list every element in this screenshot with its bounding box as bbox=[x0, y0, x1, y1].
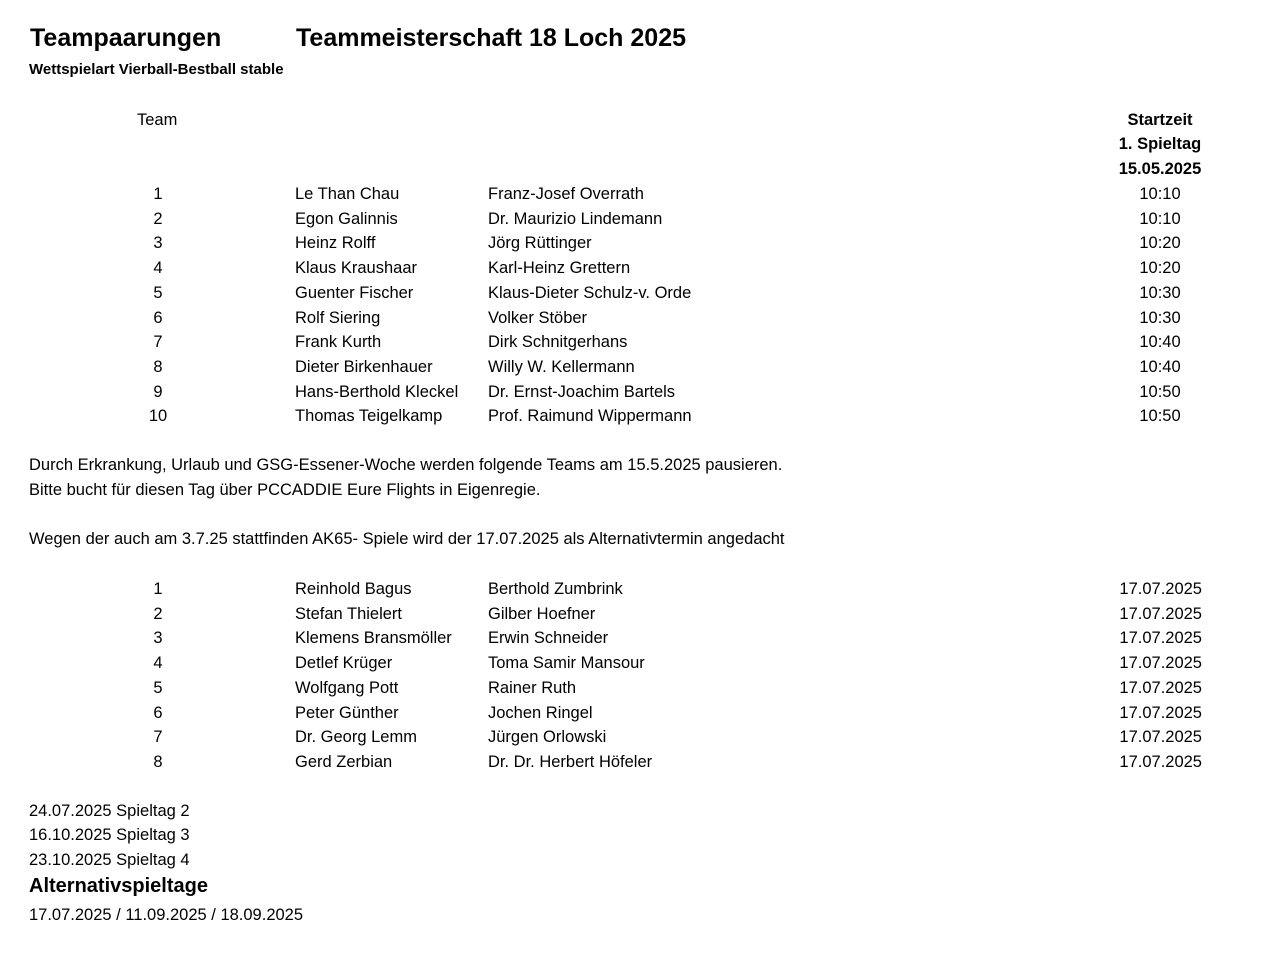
page-title: Teampaarungen bbox=[30, 24, 222, 52]
player-1-name: Egon Galinnis bbox=[295, 209, 398, 228]
startzeit-column-header: Startzeit bbox=[1127, 111, 1193, 129]
player-2-name: Prof. Raimund Wippermann bbox=[488, 407, 692, 426]
team-number: 5 bbox=[153, 678, 163, 697]
team-number: 4 bbox=[153, 259, 163, 278]
start-time: 10:10 bbox=[1139, 209, 1181, 228]
player-2-name: Rainer Ruth bbox=[488, 678, 577, 697]
table-row bbox=[0, 382, 1263, 406]
player-1-name: Le Than Chau bbox=[295, 185, 400, 203]
team-number: 8 bbox=[153, 357, 163, 376]
player-2-name: Toma Samir Mansour bbox=[488, 654, 645, 673]
table-row bbox=[0, 678, 1263, 702]
team-number: 6 bbox=[153, 703, 163, 722]
table-row bbox=[0, 184, 1263, 208]
player-2-name: Dr. Maurizio Lindemann bbox=[488, 209, 663, 228]
start-time: 10:40 bbox=[1139, 333, 1181, 352]
table-row bbox=[0, 258, 1263, 282]
player-2-name: Klaus-Dieter Schulz-v. Orde bbox=[488, 283, 692, 302]
team-number: 2 bbox=[153, 209, 163, 228]
player-1-name: Dr. Georg Lemm bbox=[295, 728, 417, 747]
player-1-name: Rolf Siering bbox=[295, 308, 381, 327]
player-2-name: Dr. Ernst-Joachim Bartels bbox=[488, 382, 676, 401]
table-row bbox=[0, 406, 1263, 430]
start-time: 10:20 bbox=[1139, 234, 1181, 253]
team-number: 10 bbox=[148, 407, 168, 426]
player-1-name: Heinz Rolff bbox=[295, 234, 376, 253]
team-number: 9 bbox=[153, 382, 163, 401]
table-row bbox=[0, 357, 1263, 381]
table-row bbox=[0, 308, 1263, 332]
play-date: 17.07.2025 bbox=[1119, 580, 1202, 598]
player-2-name: Gilber Hoefner bbox=[488, 604, 596, 623]
player-2-name: Dirk Schnitgerhans bbox=[488, 333, 628, 352]
start-time: 10:50 bbox=[1139, 407, 1181, 426]
alternative-days-heading: Alternativspieltage bbox=[29, 875, 208, 897]
play-date: 17.07.2025 bbox=[1119, 629, 1202, 648]
player-2-name: Jochen Ringel bbox=[488, 703, 593, 722]
schedule-item: 24.07.2025 Spieltag 2 bbox=[29, 802, 190, 820]
play-date: 17.07.2025 bbox=[1119, 604, 1202, 623]
team-column-header: Team bbox=[137, 111, 178, 129]
team-number: 7 bbox=[153, 728, 163, 747]
schedule-item: 16.10.2025 Spieltag 3 bbox=[29, 826, 190, 844]
player-2-name: Erwin Schneider bbox=[488, 629, 609, 648]
player-2-name: Berthold Zumbrink bbox=[488, 580, 623, 598]
team-number: 5 bbox=[153, 283, 163, 302]
team-number: 2 bbox=[153, 604, 163, 623]
table-row bbox=[0, 209, 1263, 233]
team-number: 1 bbox=[153, 185, 163, 203]
table-row bbox=[0, 604, 1263, 628]
play-date: 17.07.2025 bbox=[1119, 728, 1202, 747]
game-format-subtitle: Wettspielart Vierball-Bestball stable bbox=[29, 61, 284, 78]
player-1-name: Reinhold Bagus bbox=[295, 580, 412, 598]
team-number: 3 bbox=[153, 629, 163, 648]
player-1-name: Stefan Thielert bbox=[295, 604, 403, 623]
start-time: 10:20 bbox=[1139, 259, 1181, 278]
start-time: 10:10 bbox=[1139, 185, 1181, 203]
player-1-name: Thomas Teigelkamp bbox=[295, 407, 443, 426]
table-row bbox=[0, 703, 1263, 727]
table-row bbox=[0, 233, 1263, 257]
player-1-name: Hans-Berthold Kleckel bbox=[295, 382, 459, 401]
start-time: 10:50 bbox=[1139, 382, 1181, 401]
player-2-name: Jörg Rüttinger bbox=[488, 234, 592, 253]
table-row bbox=[0, 628, 1263, 652]
note-line-2: Bitte bucht für diesen Tag über PCCADDIE Eure Flights in Eigenregie. bbox=[29, 481, 541, 499]
player-1-name: Detlef Krüger bbox=[295, 654, 393, 673]
table-row bbox=[0, 332, 1263, 356]
player-2-name: Jürgen Orlowski bbox=[488, 728, 607, 747]
team-number: 3 bbox=[153, 234, 163, 253]
table-row bbox=[0, 727, 1263, 751]
note-line-1: Durch Erkrankung, Urlaub und GSG-Essener-Woche werden folgende Teams am 15.5.2025 pausieren. bbox=[29, 456, 783, 474]
player-1-name: Klemens Bransmöller bbox=[295, 629, 452, 648]
player-1-name: Frank Kurth bbox=[295, 333, 382, 352]
player-1-name: Peter Günther bbox=[295, 703, 399, 722]
player-2-name: Willy W. Kellermann bbox=[488, 357, 635, 376]
team-number: 1 bbox=[153, 580, 163, 598]
start-time: 10:30 bbox=[1139, 283, 1181, 302]
table-row bbox=[0, 579, 1263, 603]
competition-title: Teammeisterschaft 18 Loch 2025 bbox=[296, 24, 687, 52]
play-date: 17.07.2025 bbox=[1119, 654, 1202, 673]
player-1-name: Klaus Kraushaar bbox=[295, 259, 417, 278]
player-2-name: Karl-Heinz Grettern bbox=[488, 259, 631, 278]
play-date: 17.07.2025 bbox=[1119, 752, 1202, 771]
team-number: 6 bbox=[153, 308, 163, 327]
table-row bbox=[0, 752, 1263, 776]
team-number: 8 bbox=[153, 752, 163, 771]
player-2-name: Dr. Dr. Herbert Höfeler bbox=[488, 752, 653, 771]
start-time: 10:40 bbox=[1139, 357, 1181, 376]
spieltag-header: 1. Spieltag bbox=[1118, 135, 1202, 153]
player-1-name: Dieter Birkenhauer bbox=[295, 357, 433, 376]
team-number: 7 bbox=[153, 333, 163, 352]
player-1-name: Wolfgang Pott bbox=[295, 678, 399, 697]
player-1-name: Gerd Zerbian bbox=[295, 752, 393, 771]
player-2-name: Volker Stöber bbox=[488, 308, 588, 327]
table-row bbox=[0, 283, 1263, 307]
player-2-name: Franz-Josef Overrath bbox=[488, 185, 644, 203]
table-row bbox=[0, 653, 1263, 677]
alternative-days-dates: 17.07.2025 / 11.09.2025 / 18.09.2025 bbox=[29, 906, 304, 924]
play-date: 17.07.2025 bbox=[1119, 678, 1202, 697]
schedule-item: 23.10.2025 Spieltag 4 bbox=[29, 851, 190, 869]
note-line-3: Wegen der auch am 3.7.25 stattfinden AK65- Spiele wird der 17.07.2025 als Alternativtermin angedacht bbox=[29, 530, 785, 548]
player-1-name: Guenter Fischer bbox=[295, 283, 414, 302]
spieltag-date-header: 15.05.2025 bbox=[1118, 160, 1202, 178]
start-time: 10:30 bbox=[1139, 308, 1181, 327]
play-date: 17.07.2025 bbox=[1119, 703, 1202, 722]
team-number: 4 bbox=[153, 654, 163, 673]
